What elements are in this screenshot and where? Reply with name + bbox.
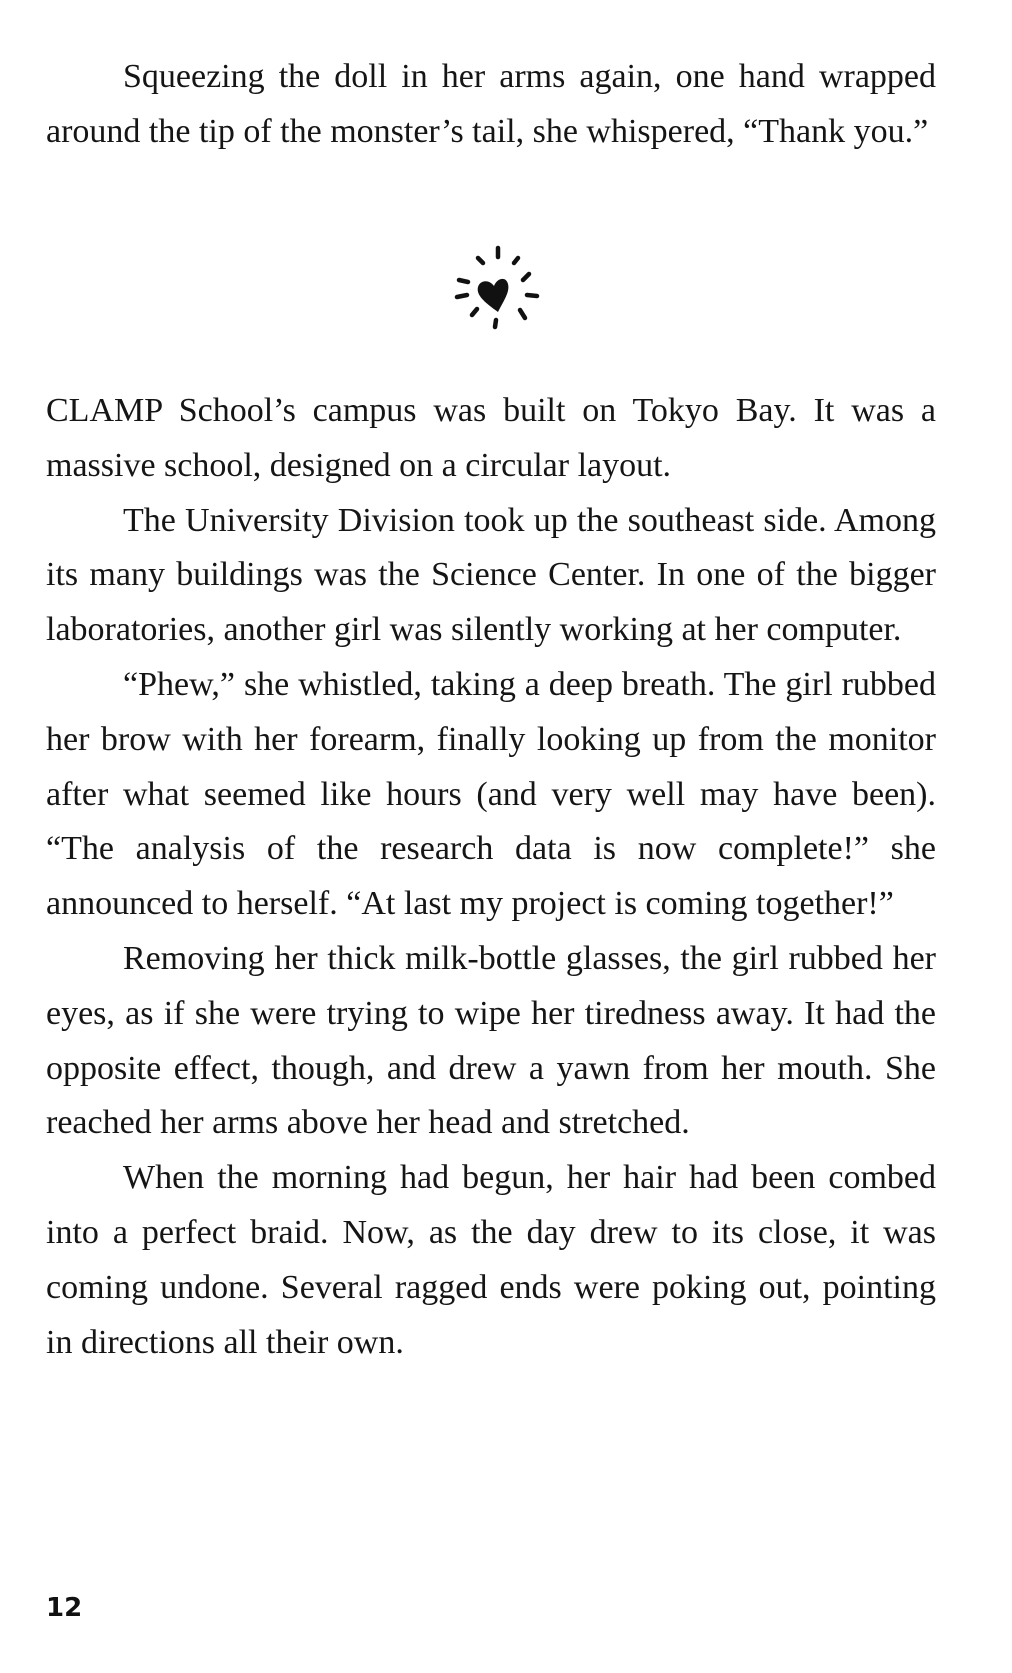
paragraph: The University Division took up the southeast side. Among its many buildings was the Science Center. In one of the bigger laboratories, another girl was silently working at her computer. [46, 501, 936, 649]
main-text [46, 384, 936, 1370]
paragraph: CLAMP School’s campus was built on Tokyo Bay. It was a massive school, designed on a circular layout. [46, 392, 936, 484]
paragraph: Squeezing the doll in her arms again, one hand wrapped around the tip of the monster’s tail, she whispered, “Thank you.” [46, 58, 936, 150]
paragraph: When the morning had begun, her hair had been combed into a perfect braid. Now, as the day drew to its close, it was coming undone. Several ragged ends were poking out, pointing in directions all their own. [46, 1159, 936, 1361]
opening-text [46, 50, 936, 160]
heart-burst-icon [438, 240, 558, 350]
paragraph: Removing her thick milk-bottle glasses, the girl rubbed her eyes, as if she were trying to wipe her tiredness away. It had the opposite effect, though, and drew a yawn from her mouth. She reached her arms above her head and stretched. [46, 939, 936, 1142]
paragraph: “Phew,” she whistled, taking a deep breath. The girl rubbed her brow with her forearm, finally looking up from the monitor after what seemed like hours (and very well may have been). “The analysis of the research data is now complete!” she announced to herself. “At last my project is coming together!” [46, 665, 936, 923]
page-number: 12 [46, 1593, 83, 1623]
